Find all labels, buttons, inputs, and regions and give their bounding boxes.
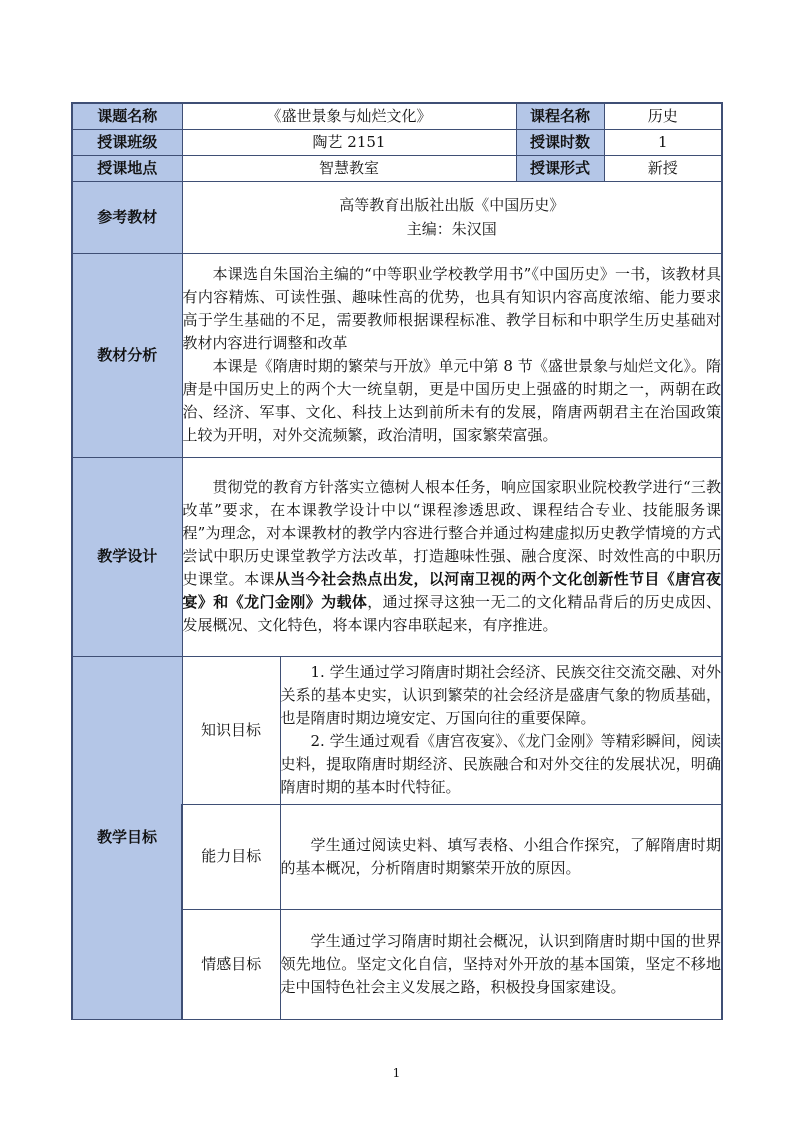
hours-label: 授课时数 [516,129,604,155]
page-number: 1 [392,1066,401,1080]
ability-goal-content [280,804,722,909]
goals-label: 教学目标 [72,656,182,1019]
class-label: 授课班级 [72,129,182,155]
emotion-goal-label: 情感目标 [182,909,280,1019]
course-label: 课程名称 [516,103,604,129]
design-paragraph [183,476,722,637]
place-value: 智慧教室 [182,155,516,181]
design-text-emphasis: 从当今社会热点出发，以河南卫视的两个文化创新性节目《唐宫夜宴》和《龙门金刚》为载体 [182,570,721,611]
design-text-part2: ，通过探寻这独一无二的文化精品背后的历史成因、发展概况、文化特色，将本课内容串联起来，有序推进。 [182,593,721,634]
emotion-goal-content [280,909,722,1019]
row-topic [72,103,722,129]
knowledge-goal-item-2: 2. 学生通过观看《唐宫夜宴》、《龙门金刚》等精彩瞬间，阅读史料，提取隋唐时期经济、民族融合和对外交往的发展状况，明确隋唐时期的基本时代特征。 [280,732,722,796]
reference-content [182,181,722,253]
topic-value: 《盛世景象与灿烂文化》 [182,103,516,129]
knowledge-goal-item-1: 1. 学生通过学习隋唐时期社会经济、民族交往交流交融、对外关系的基本史实，认识到繁荣的社会经济是盛唐气象的物质基础，也是隋唐时期边境安定、万国向往的重要保障。 [280,663,722,727]
row-goal-knowledge [72,656,722,804]
analysis-paragraph-1: 本课选自朱国治主编的“中等职业学校教学用书”《中国历史》一书，该教材具有内容精炼、可读性强、趣味性高的优势，也具有知识内容高度浓缩、能力要求高于学生基础的不足，需要教师根据课程标准、教学目标和中职学生历史基础对教材内容进行调整和改革 [182,265,722,352]
knowledge-goal-content [280,656,722,804]
class-value: 陶艺 2151 [182,129,516,155]
row-design [72,457,722,656]
form-label: 授课形式 [516,155,604,181]
hours-value: 1 [604,129,722,155]
place-label: 授课地点 [72,155,182,181]
row-class [72,129,722,155]
row-analysis [72,253,722,457]
row-place [72,155,722,181]
lesson-plan-table [71,102,723,1020]
analysis-paragraph-2: 本课是《隋唐时期的繁荣与开放》单元中第 8 节《盛世景象与灿烂文化》。隋唐是中国历史上的两个大一统皇朝，更是中国历史上强盛的时期之一，两朝在政治、经济、军事、文化、科技上达到前所未有的发展，隋唐两朝君主在治国政策上较为开明，对外交流频繁，政治清明，国家繁荣富强。 [182,357,722,444]
reference-editor: 主编：朱汉国 [406,220,497,238]
emotion-goal-text: 学生通过学习隋唐时期社会概况，认识到隋唐时期中国的世界领先地位。坚定文化自信，坚持对外开放的基本国策，坚定不移地走中国特色社会主义发展之路，积极投身国家建设。 [280,931,722,996]
ability-goal-text: 学生通过阅读史料、填写表格、小组合作探究，了解隋唐时期的基本概况，分析隋唐时期繁荣开放的原因。 [280,835,722,877]
analysis-content [182,253,722,457]
topic-label: 课题名称 [72,103,182,129]
design-content [182,457,722,656]
knowledge-goal-label: 知识目标 [182,656,280,804]
course-value: 历史 [604,103,722,129]
design-text-part1: 贯彻党的教育方针落实立德树人根本任务，响应国家职业院校教学进行“三教改革”要求，在本课教学设计中以“课程渗透思政、课程结合专业、技能服务课程”为理念，对本课教材的教学内容进行整合并通过构建虚拟历史教学情境的方式尝试中职历史课堂教学方法改革，打造趣味性强、融合度深、时效性高的中职历史课堂。本课 [182,478,722,588]
analysis-label: 教材分析 [72,253,182,457]
row-reference [72,181,722,253]
reference-label: 参考教材 [72,181,182,253]
design-label: 教学设计 [72,457,182,656]
ability-goal-label: 能力目标 [182,804,280,909]
reference-publisher: 高等教育出版社出版《中国历史》 [339,196,565,214]
form-value: 新授 [604,155,722,181]
